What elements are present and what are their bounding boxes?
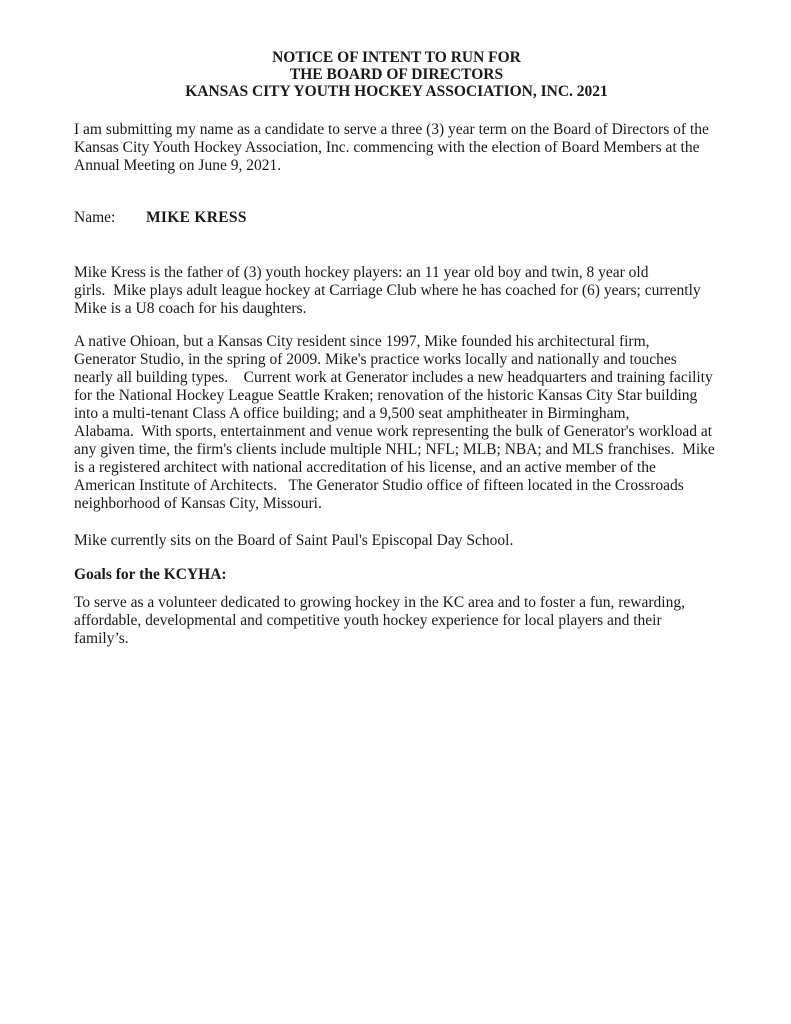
paragraph-bio-career — [74, 333, 719, 513]
name-label: Name: — [74, 209, 116, 226]
text-line: KANSAS CITY YOUTH HOCKEY ASSOCIATION, INC. 2021 — [185, 83, 608, 100]
text-line: NOTICE OF INTENT TO RUN FOR — [272, 49, 521, 66]
text-line: Alabama. With sports, entertainment and venue work representing the bulk of Generator's workload at — [74, 423, 713, 440]
text-line: A native Ohioan, but a Kansas City resident since 1997, Mike founded his architectural firm, — [74, 333, 650, 350]
paragraph-goals — [74, 594, 719, 648]
text-line: THE BOARD OF DIRECTORS — [289, 66, 504, 83]
candidate-name: MIKE KRESS — [146, 209, 247, 226]
text-line: neighborhood of Kansas City, Missouri. — [74, 495, 322, 512]
text-line: American Institute of Architects. The Generator Studio office of fifteen located in the Crossroads — [74, 477, 684, 494]
paragraph-intro — [74, 121, 719, 175]
text-line: girls. Mike plays adult league hockey at Carriage Club where he has coached for (6) years; currently — [74, 282, 701, 299]
text-line: Annual Meeting on June 9, 2021. — [74, 157, 282, 174]
text-line: is a registered architect with national accreditation of his license, and an active member of the — [74, 459, 656, 476]
text-line: Mike is a U8 coach for his daughters. — [74, 300, 307, 317]
text-line: into a multi-tenant Class A office building; and a 9,500 seat amphitheater in Birmingham, — [74, 405, 630, 422]
goals-heading: Goals for the KCYHA: — [74, 566, 227, 583]
text-line: Kansas City Youth Hockey Association, Inc. commencing with the election of Board Members at the — [74, 139, 700, 156]
text-line: To serve as a volunteer dedicated to growing hockey in the KC area and to foster a fun, rewarding, — [74, 594, 685, 611]
text-line: I am submitting my name as a candidate to serve a three (3) year term on the Board of Directors of the — [74, 121, 709, 138]
text-line: family’s. — [74, 630, 129, 647]
paragraph-bio-family — [74, 264, 719, 318]
text-line: Mike Kress is the father of (3) youth hockey players: an 11 year old boy and twin, 8 year old — [74, 264, 649, 281]
text-line: nearly all building types. Current work at Generator includes a new headquarters and training facility — [74, 369, 713, 386]
text-line: for the National Hockey League Seattle Kraken; renovation of the historic Kansas City Star building — [74, 387, 698, 404]
text-line: Generator Studio, in the spring of 2009. Mike's practice works locally and nationally and touches — [74, 351, 677, 368]
paragraph-board-membership: Mike currently sits on the Board of Saint Paul's Episcopal Day School. — [74, 532, 514, 549]
document-title — [74, 49, 719, 100]
candidate-name-line — [74, 209, 719, 227]
text-line: affordable, developmental and competitive youth hockey experience for local players and their — [74, 612, 662, 629]
text-line: any given time, the firm's clients include multiple NHL; NFL; MLB; NBA; and MLS franchises. Mike — [74, 441, 715, 458]
